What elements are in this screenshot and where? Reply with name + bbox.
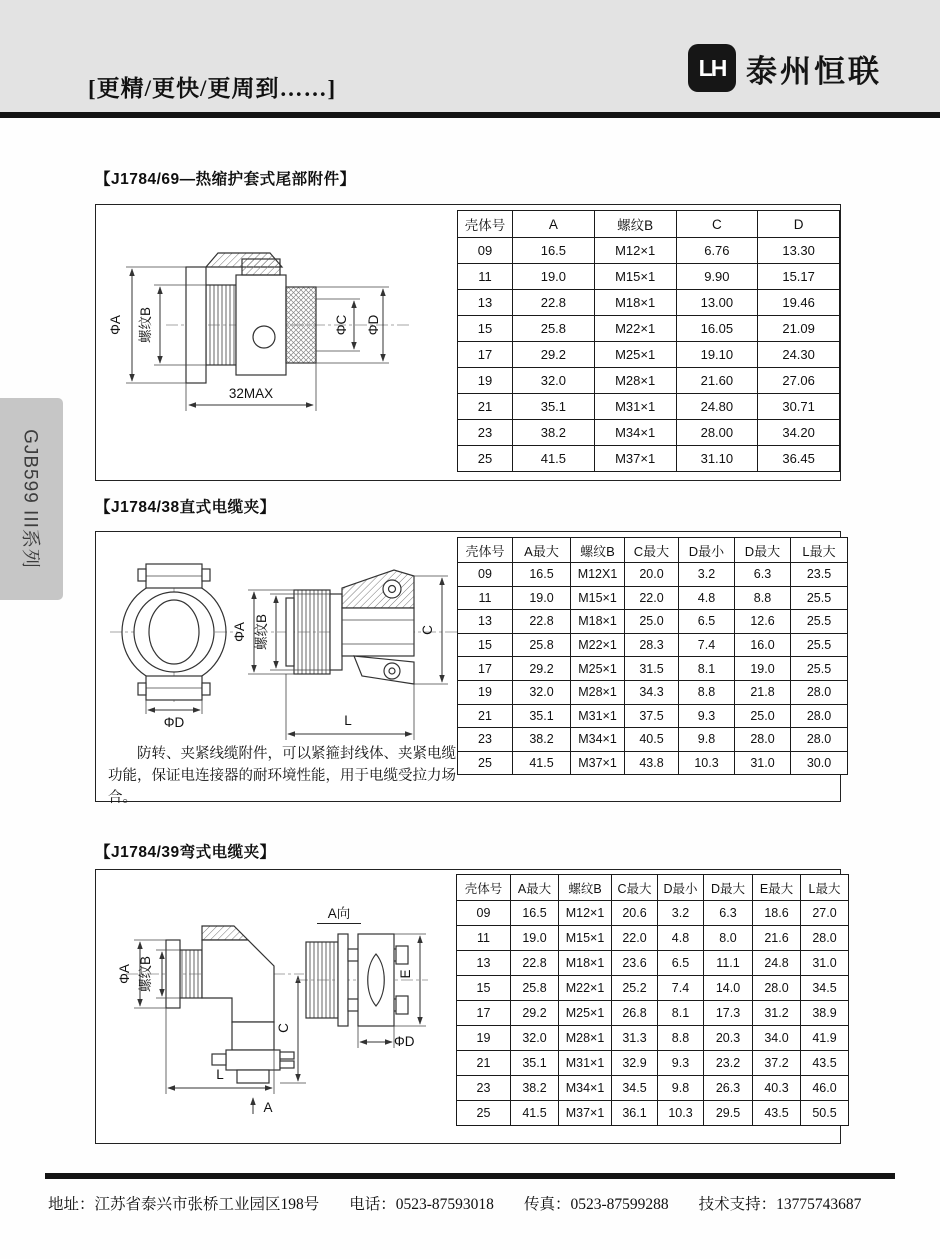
angle-clamp-spec-table [456, 874, 849, 1126]
table-cell: 25.5 [791, 586, 848, 610]
table-cell: 10.3 [658, 1101, 704, 1126]
table-row [458, 657, 848, 681]
table-row [457, 1076, 849, 1101]
view-label-a-direction: A向 [317, 906, 361, 924]
table-cell: 25.8 [513, 316, 595, 342]
table-cell: 19 [457, 1026, 511, 1051]
table-cell: M25×1 [559, 1001, 612, 1026]
table-cell: 29.2 [513, 657, 571, 681]
col-header: A [513, 211, 595, 238]
table-cell: 4.8 [679, 586, 735, 610]
table-cell: 28.0 [791, 680, 848, 704]
table-cell: 31.0 [735, 751, 791, 775]
table-cell: 43.5 [801, 1051, 849, 1076]
table-cell: 46.0 [801, 1076, 849, 1101]
table-cell: 28.0 [791, 704, 848, 728]
table-cell: 22.0 [625, 586, 679, 610]
table-cell: 50.5 [801, 1101, 849, 1126]
table-cell: 36.1 [612, 1101, 658, 1126]
table-cell: 31.3 [612, 1026, 658, 1051]
table-cell: 28.0 [791, 728, 848, 752]
col-header: 螺纹B [559, 875, 612, 901]
table-cell: M22×1 [559, 976, 612, 1001]
section-title-angle-clamp: 【J1784/39弯式电缆夹】 [95, 844, 276, 861]
footer-address: 地址：江苏省泰兴市张桥工业园区198号 [48, 1196, 320, 1213]
table-cell: 23 [458, 420, 513, 446]
table-cell: 23 [458, 728, 513, 752]
clamp-description: 防转、夹紧线缆附件，可以紧箍封线体、夹紧电缆功能，保证电连接器的耐环境性能，用于电缆受拉力场合。 [108, 745, 456, 806]
col-header: 壳体号 [457, 875, 511, 901]
table-row [458, 394, 840, 420]
table-cell: M37×1 [594, 446, 676, 472]
col-header: C最大 [612, 875, 658, 901]
table-cell: 26.3 [704, 1076, 753, 1101]
table-cell: 35.1 [513, 394, 595, 420]
table-row [458, 264, 840, 290]
dim-label-phi-d: ΦD [394, 1034, 415, 1049]
footer-rule [45, 1173, 895, 1179]
col-header: 螺纹B [571, 538, 625, 563]
dim-label-phi-d: ΦD [163, 715, 185, 730]
table-row [458, 633, 848, 657]
table-row [458, 446, 840, 472]
table-cell: 9.3 [658, 1051, 704, 1076]
table-cell: 3.2 [658, 901, 704, 926]
table-cell: 35.1 [513, 704, 571, 728]
table-cell: M25×1 [571, 657, 625, 681]
table-cell: M28×1 [559, 1026, 612, 1051]
table-cell: 32.9 [612, 1051, 658, 1076]
section-box-straight-clamp [95, 531, 841, 806]
table-cell: 13 [458, 610, 513, 634]
brand-block [688, 44, 882, 92]
table-cell: 23 [457, 1076, 511, 1101]
brand-logo-icon [688, 44, 736, 92]
table-cell: 19.0 [513, 586, 571, 610]
table-cell: 13.30 [758, 238, 840, 264]
table-cell: 19.0 [513, 264, 595, 290]
table-row [458, 751, 848, 775]
table-cell: 43.5 [753, 1101, 801, 1126]
col-header: L最大 [801, 875, 849, 901]
dim-label-thread-b: 螺纹B [138, 956, 153, 993]
table-row [458, 342, 840, 368]
table-cell: 8.1 [658, 1001, 704, 1026]
header-slogan: [更精/更快/更周到……] [88, 76, 337, 101]
table-cell: 9.3 [679, 704, 735, 728]
table-cell: M15×1 [559, 926, 612, 951]
table-cell: M34×1 [594, 420, 676, 446]
col-header: 壳体号 [458, 211, 513, 238]
table-cell: 22.8 [513, 610, 571, 634]
table-cell: 11 [458, 264, 513, 290]
footer-fax: 传真：0523-87599288 [523, 1196, 669, 1213]
table-cell: 30.71 [758, 394, 840, 420]
table-cell: 23.5 [791, 563, 848, 587]
table-cell: 28.0 [801, 926, 849, 951]
table-cell: 6.3 [704, 901, 753, 926]
col-header: A最大 [513, 538, 571, 563]
table-cell: 25.8 [513, 633, 571, 657]
brand-name: 泰州恒联 [746, 53, 882, 89]
table-cell: M18×1 [559, 951, 612, 976]
table-row [458, 420, 840, 446]
table-cell: 38.2 [513, 728, 571, 752]
table-cell: 13.00 [676, 290, 758, 316]
series-label: GJB599 III系列 [19, 429, 40, 569]
table-cell: 17.3 [704, 1001, 753, 1026]
table-cell: 30.0 [791, 751, 848, 775]
table-cell: M34×1 [571, 728, 625, 752]
footer [48, 1192, 908, 1214]
table-cell: 4.8 [658, 926, 704, 951]
table-cell: 12.6 [735, 610, 791, 634]
table-cell: 15 [458, 633, 513, 657]
page-header [0, 0, 940, 112]
table-cell: 27.06 [758, 368, 840, 394]
table-cell: 3.2 [679, 563, 735, 587]
table-cell: 17 [458, 342, 513, 368]
section-title-boot: 【J1784/69—热缩护套式尾部附件】 [95, 171, 356, 188]
table-cell: 34.0 [753, 1026, 801, 1051]
table-cell: 19.0 [511, 926, 559, 951]
table-cell: 11 [457, 926, 511, 951]
table-cell: 32.0 [513, 680, 571, 704]
table-cell: 41.5 [511, 1101, 559, 1126]
table-row [458, 728, 848, 752]
dim-label-phi-a: ΦA [232, 622, 247, 642]
table-cell: 28.0 [735, 728, 791, 752]
footer-phone: 电话：0523-87593018 [349, 1196, 494, 1213]
table-cell: 19 [458, 680, 513, 704]
table-row [458, 368, 840, 394]
table-cell: 29.5 [704, 1101, 753, 1126]
col-header: C [676, 211, 758, 238]
table-cell: 22.0 [612, 926, 658, 951]
table-row [457, 951, 849, 976]
brand-logo-text: LH [698, 54, 726, 81]
table-cell: 10.3 [679, 751, 735, 775]
table-cell: 19.46 [758, 290, 840, 316]
table-cell: 8.0 [704, 926, 753, 951]
table-cell: M12×1 [594, 238, 676, 264]
table-cell: 40.5 [625, 728, 679, 752]
table-row [457, 926, 849, 951]
col-header: 壳体号 [458, 538, 513, 563]
table-cell: 8.8 [735, 586, 791, 610]
table-row [457, 1001, 849, 1026]
table-cell: 20.6 [612, 901, 658, 926]
table-cell: M37×1 [559, 1101, 612, 1126]
table-row [458, 563, 848, 587]
table-cell: 41.5 [513, 751, 571, 775]
table-cell: 14.0 [704, 976, 753, 1001]
table-cell: M28×1 [571, 680, 625, 704]
table-cell: 34.3 [625, 680, 679, 704]
col-header: E最大 [753, 875, 801, 901]
table-cell: 34.20 [758, 420, 840, 446]
table-cell: 8.8 [679, 680, 735, 704]
table-cell: M12×1 [559, 901, 612, 926]
table-cell: 21.09 [758, 316, 840, 342]
straight-clamp-spec-table [457, 537, 848, 775]
col-header: D最大 [735, 538, 791, 563]
table-cell: 24.30 [758, 342, 840, 368]
table-row [457, 1026, 849, 1051]
table-cell: 16.5 [511, 901, 559, 926]
dim-label-thread-b: 螺纹B [138, 307, 153, 344]
table-cell: 8.1 [679, 657, 735, 681]
table-cell: 09 [458, 238, 513, 264]
table-cell: M18×1 [594, 290, 676, 316]
table-cell: 31.2 [753, 1001, 801, 1026]
table-cell: 7.4 [679, 633, 735, 657]
table-row [457, 1051, 849, 1076]
table-cell: 11 [458, 586, 513, 610]
table-cell: 21 [457, 1051, 511, 1076]
table-cell: 25 [457, 1101, 511, 1126]
table-cell: 28.0 [753, 976, 801, 1001]
col-header: D最小 [679, 538, 735, 563]
table-cell: 31.10 [676, 446, 758, 472]
table-cell: 25.8 [511, 976, 559, 1001]
section-arrow-label-a: A [263, 1100, 273, 1115]
table-cell: 6.5 [679, 610, 735, 634]
section-title-straight-clamp: 【J1784/38直式电缆夹】 [95, 499, 276, 516]
table-row [458, 238, 840, 264]
col-header: 螺纹B [594, 211, 676, 238]
table-cell: 26.8 [612, 1001, 658, 1026]
table-cell: 09 [457, 901, 511, 926]
table-cell: 27.0 [801, 901, 849, 926]
table-cell: 35.1 [511, 1051, 559, 1076]
footer-support: 技术支持：13775743687 [698, 1196, 862, 1213]
table-cell: 8.8 [658, 1026, 704, 1051]
table-cell: 24.80 [676, 394, 758, 420]
table-row [457, 1101, 849, 1126]
col-header: A最大 [511, 875, 559, 901]
table-cell: 21.8 [735, 680, 791, 704]
table-cell: 9.90 [676, 264, 758, 290]
table-cell: 11.1 [704, 951, 753, 976]
table-cell: 43.8 [625, 751, 679, 775]
table-cell: 25 [458, 446, 513, 472]
table-cell: 28.3 [625, 633, 679, 657]
table-cell: 25 [458, 751, 513, 775]
table-cell: 24.8 [753, 951, 801, 976]
table-cell: 25.5 [791, 610, 848, 634]
dim-label-phi-a: ΦA [117, 964, 132, 984]
table-cell: 22.8 [513, 290, 595, 316]
table-row [458, 680, 848, 704]
dim-label-thread-b: 螺纹B [254, 614, 269, 651]
series-side-tab [0, 398, 63, 600]
table-cell: 16.0 [735, 633, 791, 657]
table-cell: 25.5 [791, 657, 848, 681]
table-cell: 21 [458, 704, 513, 728]
table-row [458, 586, 848, 610]
col-header: D [758, 211, 840, 238]
table-cell: 21.60 [676, 368, 758, 394]
table-cell: 09 [458, 563, 513, 587]
col-header: C最大 [625, 538, 679, 563]
table-cell: 15 [457, 976, 511, 1001]
table-cell: 21 [458, 394, 513, 420]
table-cell: 38.2 [513, 420, 595, 446]
section-box-angle-clamp [95, 869, 841, 1144]
table-cell: 22.8 [511, 951, 559, 976]
table-cell: 40.3 [753, 1076, 801, 1101]
table-cell: M15×1 [571, 586, 625, 610]
table-cell: 25.0 [735, 704, 791, 728]
table-cell: 20.3 [704, 1026, 753, 1051]
dim-label-c: C [420, 625, 435, 635]
table-cell: M34×1 [559, 1076, 612, 1101]
table-cell: 23.2 [704, 1051, 753, 1076]
dim-label-e: E [398, 969, 413, 979]
table-cell: 34.5 [801, 976, 849, 1001]
table-row [457, 976, 849, 1001]
table-cell: 41.5 [513, 446, 595, 472]
table-cell: 25.2 [612, 976, 658, 1001]
table-cell: 36.45 [758, 446, 840, 472]
table-cell: M18×1 [571, 610, 625, 634]
table-cell: 13 [458, 290, 513, 316]
table-cell: 29.2 [511, 1001, 559, 1026]
col-header: D最大 [704, 875, 753, 901]
table-cell: 37.2 [753, 1051, 801, 1076]
table-cell: 31.0 [801, 951, 849, 976]
table-cell: 31.5 [625, 657, 679, 681]
table-cell: 19.10 [676, 342, 758, 368]
table-cell: M15×1 [594, 264, 676, 290]
header-rule [0, 112, 940, 118]
table-cell: 21.6 [753, 926, 801, 951]
dim-label-c: C [276, 1023, 291, 1033]
table-cell: M25×1 [594, 342, 676, 368]
table-cell: M22×1 [571, 633, 625, 657]
dim-label-32max: 32MAX [228, 386, 274, 401]
table-cell: M22×1 [594, 316, 676, 342]
table-row [458, 704, 848, 728]
table-cell: 38.9 [801, 1001, 849, 1026]
table-cell: 28.00 [676, 420, 758, 446]
dim-label-l: L [216, 1067, 224, 1082]
table-cell: 38.2 [511, 1076, 559, 1101]
dim-label-phi-d: ΦD [366, 314, 381, 336]
table-cell: 16.5 [513, 563, 571, 587]
dim-label-phi-a: ΦA [108, 315, 123, 335]
table-cell: 15 [458, 316, 513, 342]
boot-spec-table [457, 210, 840, 472]
table-cell: 32.0 [513, 368, 595, 394]
table-cell: 16.05 [676, 316, 758, 342]
table-cell: 7.4 [658, 976, 704, 1001]
table-cell: 37.5 [625, 704, 679, 728]
col-header: L最大 [791, 538, 848, 563]
table-cell: 13 [457, 951, 511, 976]
dim-label-phi-c: ΦC [334, 314, 349, 336]
table-cell: 19.0 [735, 657, 791, 681]
table-cell: 9.8 [658, 1076, 704, 1101]
table-cell: M12X1 [571, 563, 625, 587]
table-cell: M28×1 [594, 368, 676, 394]
table-cell: M31×1 [559, 1051, 612, 1076]
section-box-boot [95, 204, 841, 481]
table-cell: M37×1 [571, 751, 625, 775]
col-header: D最小 [658, 875, 704, 901]
table-cell: 41.9 [801, 1026, 849, 1051]
table-cell: 18.6 [753, 901, 801, 926]
table-cell: 20.0 [625, 563, 679, 587]
table-row [458, 610, 848, 634]
table-cell: 15.17 [758, 264, 840, 290]
table-cell: 34.5 [612, 1076, 658, 1101]
table-cell: M31×1 [594, 394, 676, 420]
table-cell: 6.5 [658, 951, 704, 976]
table-cell: 6.3 [735, 563, 791, 587]
table-cell: 25.5 [791, 633, 848, 657]
table-row [458, 290, 840, 316]
table-cell: 25.0 [625, 610, 679, 634]
table-row [457, 901, 849, 926]
table-cell: 32.0 [511, 1026, 559, 1051]
table-cell: 16.5 [513, 238, 595, 264]
table-cell: 29.2 [513, 342, 595, 368]
table-cell: 17 [457, 1001, 511, 1026]
table-cell: M31×1 [571, 704, 625, 728]
table-cell: 19 [458, 368, 513, 394]
table-row [458, 316, 840, 342]
table-cell: 9.8 [679, 728, 735, 752]
table-cell: 6.76 [676, 238, 758, 264]
table-cell: 17 [458, 657, 513, 681]
dim-label-l: L [344, 713, 352, 728]
table-cell: 23.6 [612, 951, 658, 976]
